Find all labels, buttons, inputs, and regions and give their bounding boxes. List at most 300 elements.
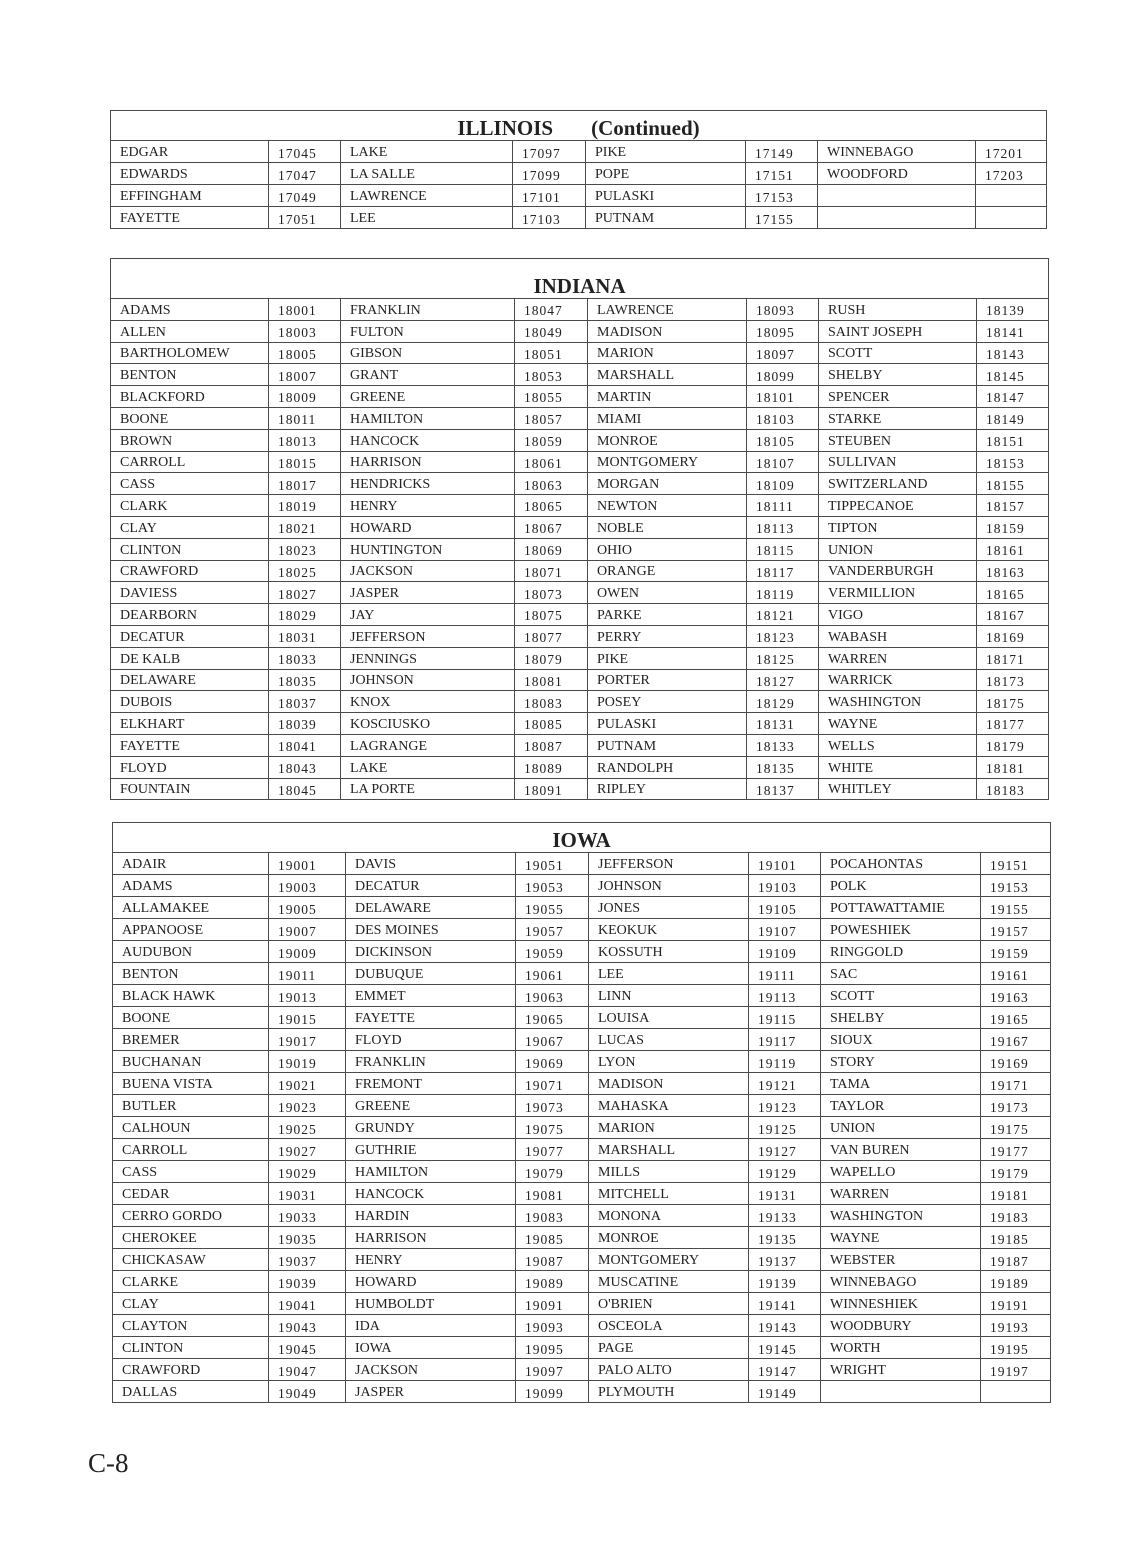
fips-code: 17045 (269, 141, 341, 163)
county-name: MADISON (589, 1073, 749, 1095)
iowa-county-table (112, 822, 1051, 1403)
county-name: CRAWFORD (113, 1359, 269, 1381)
county-name: GREENE (341, 386, 515, 408)
county-name: MIAMI (588, 407, 747, 429)
county-name: EDWARDS (111, 163, 269, 185)
fips-code: 19181 (981, 1183, 1051, 1205)
fips-code: 17201 (976, 141, 1047, 163)
fips-code: 19027 (269, 1139, 346, 1161)
county-name: JOHNSON (341, 669, 515, 691)
county-name: UNION (821, 1117, 981, 1139)
fips-code: 19127 (749, 1139, 821, 1161)
county-name: LAWRENCE (588, 299, 747, 321)
county-name: FULTON (341, 320, 515, 342)
fips-code: 19175 (981, 1117, 1051, 1139)
table-row (111, 538, 1049, 560)
fips-code: 19159 (981, 941, 1051, 963)
county-name: STEUBEN (819, 429, 977, 451)
table-body (113, 853, 1051, 1403)
county-name: POWESHIEK (821, 919, 981, 941)
fips-code: 18117 (747, 560, 819, 582)
fips-code: 19165 (981, 1007, 1051, 1029)
county-name: WHITLEY (819, 778, 977, 800)
county-name: POCAHONTAS (821, 853, 981, 875)
county-name: BLACK HAWK (113, 985, 269, 1007)
county-name: WAPELLO (821, 1161, 981, 1183)
fips-code: 18057 (515, 407, 588, 429)
fips-code: 18045 (269, 778, 341, 800)
county-name: RIPLEY (588, 778, 747, 800)
county-name: UNION (819, 538, 977, 560)
county-name: TIPTON (819, 516, 977, 538)
county-name: STORY (821, 1051, 981, 1073)
county-name: POSEY (588, 691, 747, 713)
table-row (113, 919, 1051, 941)
fips-code: 18167 (977, 604, 1049, 626)
table-row (111, 320, 1049, 342)
fips-code: 18015 (269, 451, 341, 473)
county-name: ALLAMAKEE (113, 897, 269, 919)
county-name: MARSHALL (588, 364, 747, 386)
county-name: TAYLOR (821, 1095, 981, 1117)
fips-code: 19179 (981, 1161, 1051, 1183)
county-name: GIBSON (341, 342, 515, 364)
county-name: LA PORTE (341, 778, 515, 800)
fips-code: 19125 (749, 1117, 821, 1139)
county-name: BENTON (111, 364, 269, 386)
fips-code: 17151 (746, 163, 818, 185)
fips-code: 18113 (747, 516, 819, 538)
fips-code: 18029 (269, 604, 341, 626)
county-name: LOUISA (589, 1007, 749, 1029)
table-row (111, 560, 1049, 582)
table-row (113, 1161, 1051, 1183)
fips-code: 17149 (746, 141, 818, 163)
fips-code: 18183 (977, 778, 1049, 800)
fips-code: 19075 (516, 1117, 589, 1139)
table-row (111, 691, 1049, 713)
county-name: CHICKASAW (113, 1249, 269, 1271)
fips-code: 18175 (977, 691, 1049, 713)
county-name: DELAWARE (111, 669, 269, 691)
fips-code: 17049 (269, 185, 341, 207)
county-name: PIKE (588, 647, 747, 669)
county-name: MORGAN (588, 473, 747, 495)
county-name: CEDAR (113, 1183, 269, 1205)
fips-code: 18037 (269, 691, 341, 713)
fips-code: 19097 (516, 1359, 589, 1381)
table-row (113, 1073, 1051, 1095)
fips-code: 18133 (747, 734, 819, 756)
county-name: DES MOINES (346, 919, 516, 941)
fips-code: 18025 (269, 560, 341, 582)
fips-code: 19135 (749, 1227, 821, 1249)
fips-code: 18163 (977, 560, 1049, 582)
fips-code: 18143 (977, 342, 1049, 364)
table-row (113, 985, 1051, 1007)
fips-code: 19141 (749, 1293, 821, 1315)
fips-code: 17047 (269, 163, 341, 185)
county-name: WABASH (819, 625, 977, 647)
county-name: PARKE (588, 604, 747, 626)
fips-code: 19167 (981, 1029, 1051, 1051)
county-name: WARREN (821, 1183, 981, 1205)
county-name: JASPER (346, 1381, 516, 1403)
fips-code: 18159 (977, 516, 1049, 538)
county-name: DICKINSON (346, 941, 516, 963)
county-name: HARRISON (346, 1227, 516, 1249)
county-name: VERMILLION (819, 582, 977, 604)
county-name: POTTAWATTAMIE (821, 897, 981, 919)
fips-code: 18071 (515, 560, 588, 582)
fips-code: 19103 (749, 875, 821, 897)
table-row (111, 342, 1049, 364)
county-name: WHITE (819, 756, 977, 778)
fips-code: 19143 (749, 1315, 821, 1337)
county-name: IDA (346, 1315, 516, 1337)
table-row (113, 1359, 1051, 1381)
fips-code: 19049 (269, 1381, 346, 1403)
fips-code: 18111 (747, 495, 819, 517)
county-name: WORTH (821, 1337, 981, 1359)
county-name: NOBLE (588, 516, 747, 538)
fips-code: 18055 (515, 386, 588, 408)
county-name: DUBOIS (111, 691, 269, 713)
fips-code: 19051 (516, 853, 589, 875)
fips-code: 19121 (749, 1073, 821, 1095)
fips-code: 18075 (515, 604, 588, 626)
county-name: CLAYTON (113, 1315, 269, 1337)
county-name: DAVIESS (111, 582, 269, 604)
fips-code: 18105 (747, 429, 819, 451)
fips-code: 19013 (269, 985, 346, 1007)
table-row (113, 1293, 1051, 1315)
state-name: ILLINOIS (457, 116, 554, 140)
fips-code: 18027 (269, 582, 341, 604)
fips-code: 19189 (981, 1271, 1051, 1293)
county-name: MONONA (589, 1205, 749, 1227)
state-title (111, 259, 1049, 299)
county-name: WARREN (819, 647, 977, 669)
county-name: HAMILTON (341, 407, 515, 429)
county-name: CLARK (111, 495, 269, 517)
county-name: HANCOCK (346, 1183, 516, 1205)
fips-code: 19177 (981, 1139, 1051, 1161)
county-name: FAYETTE (111, 207, 269, 229)
county-name: JAY (341, 604, 515, 626)
county-name: MITCHELL (589, 1183, 749, 1205)
fips-code: 17103 (513, 207, 586, 229)
fips-code: 18107 (747, 451, 819, 473)
county-name: SPENCER (819, 386, 977, 408)
county-name: EMMET (346, 985, 516, 1007)
county-name: MONROE (588, 429, 747, 451)
fips-code: 19015 (269, 1007, 346, 1029)
fips-code: 19047 (269, 1359, 346, 1381)
fips-code: 19173 (981, 1095, 1051, 1117)
fips-code: 18181 (977, 756, 1049, 778)
county-name: LAWRENCE (341, 185, 513, 207)
county-name: JACKSON (341, 560, 515, 582)
table-row (113, 1315, 1051, 1337)
fips-code: 18067 (515, 516, 588, 538)
fips-code: 18131 (747, 713, 819, 735)
county-name: LEE (341, 207, 513, 229)
county-name: PIKE (586, 141, 746, 163)
fips-code: 18089 (515, 756, 588, 778)
fips-code: 19155 (981, 897, 1051, 919)
fips-code: 19197 (981, 1359, 1051, 1381)
county-name: POPE (586, 163, 746, 185)
county-name: WRIGHT (821, 1359, 981, 1381)
county-name: LA SALLE (341, 163, 513, 185)
table-title-row (111, 259, 1049, 299)
fips-code: 19055 (516, 897, 589, 919)
fips-code: 18007 (269, 364, 341, 386)
fips-code: 18073 (515, 582, 588, 604)
fips-code: 18095 (747, 320, 819, 342)
county-name: PALO ALTO (589, 1359, 749, 1381)
table-row (111, 386, 1049, 408)
county-name: SWITZERLAND (819, 473, 977, 495)
county-name: JACKSON (346, 1359, 516, 1381)
fips-code: 18141 (977, 320, 1049, 342)
county-name: SIOUX (821, 1029, 981, 1051)
county-name: WASHINGTON (819, 691, 977, 713)
table-row (113, 897, 1051, 919)
county-name: CLARKE (113, 1271, 269, 1293)
county-name: GRUNDY (346, 1117, 516, 1139)
county-name: SHELBY (819, 364, 977, 386)
fips-code: 18123 (747, 625, 819, 647)
fips-code: 18087 (515, 734, 588, 756)
fips-code: 18101 (747, 386, 819, 408)
fips-code: 19073 (516, 1095, 589, 1117)
table-row (111, 299, 1049, 321)
fips-code: 19053 (516, 875, 589, 897)
county-name: PAGE (589, 1337, 749, 1359)
county-name: MUSCATINE (589, 1271, 749, 1293)
table-row (111, 185, 1047, 207)
fips-code: 18039 (269, 713, 341, 735)
county-name (821, 1381, 981, 1403)
table-row (111, 473, 1049, 495)
county-name: KNOX (341, 691, 515, 713)
fips-code: 17155 (746, 207, 818, 229)
table-row (111, 207, 1047, 229)
county-name: HENDRICKS (341, 473, 515, 495)
county-name: STARKE (819, 407, 977, 429)
county-name: JONES (589, 897, 749, 919)
county-name: KEOKUK (589, 919, 749, 941)
table-row (113, 1007, 1051, 1029)
table-title-row (113, 823, 1051, 853)
county-name: EDGAR (111, 141, 269, 163)
county-name: DUBUQUE (346, 963, 516, 985)
county-name: MILLS (589, 1161, 749, 1183)
fips-code: 19109 (749, 941, 821, 963)
county-name: MONTGOMERY (588, 451, 747, 473)
county-name: CALHOUN (113, 1117, 269, 1139)
county-name: HAMILTON (346, 1161, 516, 1183)
fips-code: 18059 (515, 429, 588, 451)
county-name: MARION (589, 1117, 749, 1139)
county-name: JENNINGS (341, 647, 515, 669)
county-name: O'BRIEN (589, 1293, 749, 1315)
fips-code: 18171 (977, 647, 1049, 669)
fips-code: 18009 (269, 386, 341, 408)
fips-code: 19139 (749, 1271, 821, 1293)
county-name: DELAWARE (346, 897, 516, 919)
county-name: LINN (589, 985, 749, 1007)
table-row (111, 669, 1049, 691)
fips-code: 18139 (977, 299, 1049, 321)
county-name: MONTGOMERY (589, 1249, 749, 1271)
county-name: BUTLER (113, 1095, 269, 1117)
county-name: LAKE (341, 141, 513, 163)
fips-code: 19067 (516, 1029, 589, 1051)
fips-code: 18179 (977, 734, 1049, 756)
county-name: BUENA VISTA (113, 1073, 269, 1095)
fips-code: 19035 (269, 1227, 346, 1249)
fips-code: 18125 (747, 647, 819, 669)
fips-code: 18129 (747, 691, 819, 713)
table-row (111, 163, 1047, 185)
county-name: HUMBOLDT (346, 1293, 516, 1315)
county-name: POLK (821, 875, 981, 897)
county-name: FAYETTE (111, 734, 269, 756)
fips-code: 18077 (515, 625, 588, 647)
county-name: FRANKLIN (341, 299, 515, 321)
fips-code: 19137 (749, 1249, 821, 1271)
fips-code: 17101 (513, 185, 586, 207)
county-name: JEFFERSON (341, 625, 515, 647)
fips-code: 18043 (269, 756, 341, 778)
county-name: KOSCIUSKO (341, 713, 515, 735)
table-row (113, 941, 1051, 963)
table-row (111, 407, 1049, 429)
fips-code: 19115 (749, 1007, 821, 1029)
fips-code: 18145 (977, 364, 1049, 386)
county-name: HENRY (341, 495, 515, 517)
illinois-county-table (110, 110, 1047, 229)
county-name: OWEN (588, 582, 747, 604)
fips-code: 19005 (269, 897, 346, 919)
table-row (111, 778, 1049, 800)
fips-code: 18041 (269, 734, 341, 756)
fips-code: 19059 (516, 941, 589, 963)
fips-code: 18099 (747, 364, 819, 386)
table-row (113, 963, 1051, 985)
fips-code: 18023 (269, 538, 341, 560)
fips-code: 19099 (516, 1381, 589, 1403)
county-name: NEWTON (588, 495, 747, 517)
fips-code: 18135 (747, 756, 819, 778)
county-name: FLOYD (111, 756, 269, 778)
fips-code: 19081 (516, 1183, 589, 1205)
fips-code: 18035 (269, 669, 341, 691)
county-name: WAYNE (819, 713, 977, 735)
county-name: ADAMS (113, 875, 269, 897)
fips-code: 19045 (269, 1337, 346, 1359)
county-name: DAVIS (346, 853, 516, 875)
fips-code: 19193 (981, 1315, 1051, 1337)
fips-code: 19171 (981, 1073, 1051, 1095)
county-name: DE KALB (111, 647, 269, 669)
county-name: WASHINGTON (821, 1205, 981, 1227)
table-row (113, 1051, 1051, 1073)
county-name: FLOYD (346, 1029, 516, 1051)
fips-code: 18079 (515, 647, 588, 669)
fips-code: 19041 (269, 1293, 346, 1315)
county-name: CLAY (111, 516, 269, 538)
county-name: SCOTT (821, 985, 981, 1007)
fips-code: 18157 (977, 495, 1049, 517)
table-row (111, 582, 1049, 604)
county-name: WINNESHIEK (821, 1293, 981, 1315)
county-name: LEE (589, 963, 749, 985)
fips-code: 18069 (515, 538, 588, 560)
county-name: DECATUR (346, 875, 516, 897)
fips-code: 18155 (977, 473, 1049, 495)
county-name: KOSSUTH (589, 941, 749, 963)
fips-code: 19153 (981, 875, 1051, 897)
county-name: HOWARD (346, 1271, 516, 1293)
fips-code: 18033 (269, 647, 341, 669)
fips-code: 19111 (749, 963, 821, 985)
county-name: HOWARD (341, 516, 515, 538)
county-name: TAMA (821, 1073, 981, 1095)
fips-code: 18063 (515, 473, 588, 495)
fips-code: 19057 (516, 919, 589, 941)
fips-code: 19063 (516, 985, 589, 1007)
county-name: SAC (821, 963, 981, 985)
county-name: JEFFERSON (589, 853, 749, 875)
county-name: EFFINGHAM (111, 185, 269, 207)
fips-code: 18053 (515, 364, 588, 386)
fips-code: 18003 (269, 320, 341, 342)
county-name: HENRY (346, 1249, 516, 1271)
fips-code: 17203 (976, 163, 1047, 185)
fips-code: 18109 (747, 473, 819, 495)
fips-code: 19089 (516, 1271, 589, 1293)
fips-code: 19163 (981, 985, 1051, 1007)
fips-code: 18173 (977, 669, 1049, 691)
county-name: SAINT JOSEPH (819, 320, 977, 342)
county-name: WAYNE (821, 1227, 981, 1249)
county-name: TIPPECANOE (819, 495, 977, 517)
county-name: WEBSTER (821, 1249, 981, 1271)
county-name: DECATUR (111, 625, 269, 647)
state-name: IOWA (552, 828, 611, 852)
fips-code: 18147 (977, 386, 1049, 408)
fips-code: 18083 (515, 691, 588, 713)
county-name: PULASKI (588, 713, 747, 735)
fips-code: 19023 (269, 1095, 346, 1117)
county-name: CLINTON (111, 538, 269, 560)
fips-code: 19095 (516, 1337, 589, 1359)
table-row (113, 1117, 1051, 1139)
county-name: HUNTINGTON (341, 538, 515, 560)
county-name: LUCAS (589, 1029, 749, 1051)
county-name: LAKE (341, 756, 515, 778)
county-name: MARSHALL (589, 1139, 749, 1161)
fips-code: 18153 (977, 451, 1049, 473)
county-name: RINGGOLD (821, 941, 981, 963)
county-name: VIGO (819, 604, 977, 626)
fips-code: 19033 (269, 1205, 346, 1227)
county-name: AUDUBON (113, 941, 269, 963)
